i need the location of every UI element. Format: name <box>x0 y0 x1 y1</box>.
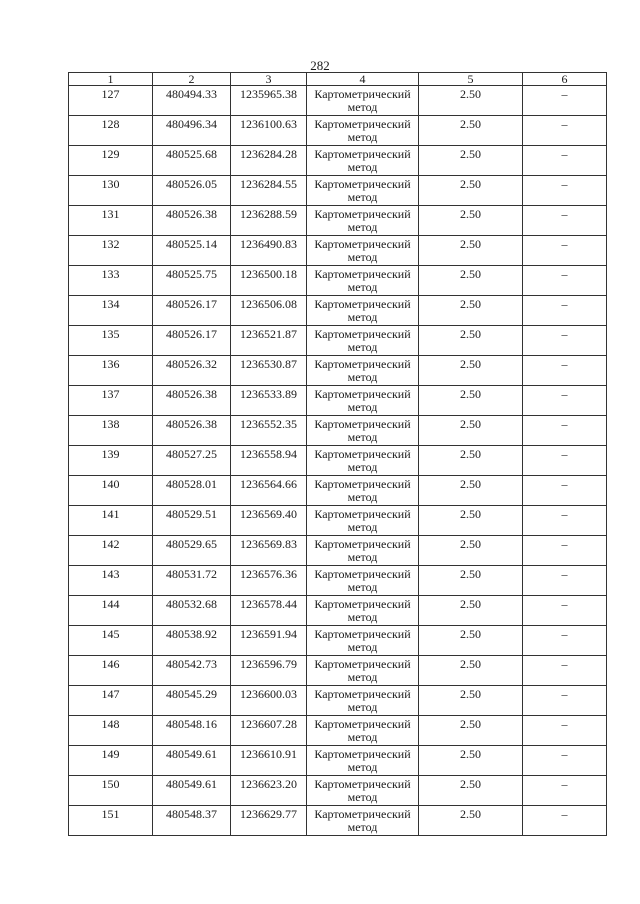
note-cell: – <box>523 596 607 626</box>
coordinates-table <box>68 72 607 836</box>
point-number-cell: 149 <box>69 746 153 776</box>
y-coordinate-cell: 1236530.87 <box>231 356 307 386</box>
table-row <box>69 596 607 626</box>
note-cell: – <box>523 476 607 506</box>
note-cell: – <box>523 176 607 206</box>
method-cell: Картометрический метод <box>307 206 419 236</box>
note-cell: – <box>523 416 607 446</box>
point-number-cell: 141 <box>69 506 153 536</box>
accuracy-cell: 2.50 <box>419 326 523 356</box>
note-cell: – <box>523 86 607 116</box>
y-coordinate-cell: 1236533.89 <box>231 386 307 416</box>
accuracy-cell: 2.50 <box>419 146 523 176</box>
note-cell: – <box>523 296 607 326</box>
x-coordinate-cell: 480526.38 <box>153 206 231 236</box>
note-cell: – <box>523 236 607 266</box>
point-number-cell: 145 <box>69 626 153 656</box>
x-coordinate-cell: 480526.32 <box>153 356 231 386</box>
x-coordinate-cell: 480532.68 <box>153 596 231 626</box>
x-coordinate-cell: 480549.61 <box>153 746 231 776</box>
table-row <box>69 806 607 836</box>
note-cell: – <box>523 446 607 476</box>
y-coordinate-cell: 1236100.63 <box>231 116 307 146</box>
table-row <box>69 716 607 746</box>
note-cell: – <box>523 506 607 536</box>
method-cell: Картометрический метод <box>307 446 419 476</box>
x-coordinate-cell: 480542.73 <box>153 656 231 686</box>
point-number-cell: 143 <box>69 566 153 596</box>
accuracy-cell: 2.50 <box>419 746 523 776</box>
method-cell: Картометрический метод <box>307 596 419 626</box>
y-coordinate-cell: 1235965.38 <box>231 86 307 116</box>
method-cell: Картометрический метод <box>307 296 419 326</box>
method-cell: Картометрический метод <box>307 806 419 836</box>
x-coordinate-cell: 480526.05 <box>153 176 231 206</box>
note-cell: – <box>523 326 607 356</box>
method-cell: Картометрический метод <box>307 326 419 356</box>
y-coordinate-cell: 1236600.03 <box>231 686 307 716</box>
y-coordinate-cell: 1236552.35 <box>231 416 307 446</box>
table-row <box>69 506 607 536</box>
point-number-cell: 130 <box>69 176 153 206</box>
x-coordinate-cell: 480525.75 <box>153 266 231 296</box>
accuracy-cell: 2.50 <box>419 206 523 236</box>
point-number-cell: 134 <box>69 296 153 326</box>
point-number-cell: 135 <box>69 326 153 356</box>
method-cell: Картометрический метод <box>307 386 419 416</box>
table-row <box>69 116 607 146</box>
method-cell: Картометрический метод <box>307 146 419 176</box>
accuracy-cell: 2.50 <box>419 86 523 116</box>
note-cell: – <box>523 206 607 236</box>
accuracy-cell: 2.50 <box>419 596 523 626</box>
accuracy-cell: 2.50 <box>419 686 523 716</box>
method-cell: Картометрический метод <box>307 536 419 566</box>
note-cell: – <box>523 656 607 686</box>
x-coordinate-cell: 480529.65 <box>153 536 231 566</box>
y-coordinate-cell: 1236629.77 <box>231 806 307 836</box>
y-coordinate-cell: 1236607.28 <box>231 716 307 746</box>
table-row <box>69 146 607 176</box>
note-cell: – <box>523 686 607 716</box>
table-row <box>69 296 607 326</box>
note-cell: – <box>523 746 607 776</box>
table-row <box>69 326 607 356</box>
accuracy-cell: 2.50 <box>419 116 523 146</box>
y-coordinate-cell: 1236578.44 <box>231 596 307 626</box>
point-number-cell: 127 <box>69 86 153 116</box>
note-cell: – <box>523 386 607 416</box>
method-cell: Картометрический метод <box>307 716 419 746</box>
page-number: 282 <box>310 58 330 73</box>
note-cell: – <box>523 626 607 656</box>
table-row <box>69 356 607 386</box>
method-cell: Картометрический метод <box>307 116 419 146</box>
table-row <box>69 626 607 656</box>
method-cell: Картометрический метод <box>307 776 419 806</box>
table-row <box>69 446 607 476</box>
x-coordinate-cell: 480525.14 <box>153 236 231 266</box>
accuracy-cell: 2.50 <box>419 416 523 446</box>
note-cell: – <box>523 266 607 296</box>
note-cell: – <box>523 776 607 806</box>
y-coordinate-cell: 1236610.91 <box>231 746 307 776</box>
accuracy-cell: 2.50 <box>419 626 523 656</box>
x-coordinate-cell: 480548.37 <box>153 806 231 836</box>
accuracy-cell: 2.50 <box>419 656 523 686</box>
x-coordinate-cell: 480528.01 <box>153 476 231 506</box>
method-cell: Картометрический метод <box>307 356 419 386</box>
method-cell: Картометрический метод <box>307 476 419 506</box>
method-cell: Картометрический метод <box>307 566 419 596</box>
y-coordinate-cell: 1236558.94 <box>231 446 307 476</box>
column-header: 2 <box>153 73 231 86</box>
accuracy-cell: 2.50 <box>419 446 523 476</box>
method-cell: Картометрический метод <box>307 416 419 446</box>
table-row <box>69 416 607 446</box>
table-row <box>69 236 607 266</box>
y-coordinate-cell: 1236506.08 <box>231 296 307 326</box>
point-number-cell: 150 <box>69 776 153 806</box>
x-coordinate-cell: 480526.38 <box>153 386 231 416</box>
method-cell: Картометрический метод <box>307 626 419 656</box>
note-cell: – <box>523 146 607 176</box>
y-coordinate-cell: 1236591.94 <box>231 626 307 656</box>
x-coordinate-cell: 480548.16 <box>153 716 231 746</box>
accuracy-cell: 2.50 <box>419 716 523 746</box>
table-row <box>69 86 607 116</box>
x-coordinate-cell: 480527.25 <box>153 446 231 476</box>
note-cell: – <box>523 356 607 386</box>
point-number-cell: 136 <box>69 356 153 386</box>
note-cell: – <box>523 116 607 146</box>
point-number-cell: 139 <box>69 446 153 476</box>
accuracy-cell: 2.50 <box>419 386 523 416</box>
y-coordinate-cell: 1236500.18 <box>231 266 307 296</box>
method-cell: Картометрический метод <box>307 686 419 716</box>
accuracy-cell: 2.50 <box>419 536 523 566</box>
table-row <box>69 266 607 296</box>
point-number-cell: 142 <box>69 536 153 566</box>
x-coordinate-cell: 480545.29 <box>153 686 231 716</box>
table-row <box>69 386 607 416</box>
point-number-cell: 138 <box>69 416 153 446</box>
x-coordinate-cell: 480529.51 <box>153 506 231 536</box>
accuracy-cell: 2.50 <box>419 476 523 506</box>
y-coordinate-cell: 1236569.40 <box>231 506 307 536</box>
y-coordinate-cell: 1236490.83 <box>231 236 307 266</box>
column-header: 5 <box>419 73 523 86</box>
accuracy-cell: 2.50 <box>419 266 523 296</box>
column-header: 1 <box>69 73 153 86</box>
x-coordinate-cell: 480526.17 <box>153 296 231 326</box>
table-row <box>69 656 607 686</box>
method-cell: Картометрический метод <box>307 236 419 266</box>
point-number-cell: 129 <box>69 146 153 176</box>
accuracy-cell: 2.50 <box>419 566 523 596</box>
accuracy-cell: 2.50 <box>419 236 523 266</box>
y-coordinate-cell: 1236521.87 <box>231 326 307 356</box>
y-coordinate-cell: 1236569.83 <box>231 536 307 566</box>
point-number-cell: 137 <box>69 386 153 416</box>
accuracy-cell: 2.50 <box>419 806 523 836</box>
table-row <box>69 176 607 206</box>
table-row <box>69 566 607 596</box>
x-coordinate-cell: 480538.92 <box>153 626 231 656</box>
method-cell: Картометрический метод <box>307 176 419 206</box>
x-coordinate-cell: 480494.33 <box>153 86 231 116</box>
column-header: 3 <box>231 73 307 86</box>
accuracy-cell: 2.50 <box>419 296 523 326</box>
y-coordinate-cell: 1236576.36 <box>231 566 307 596</box>
x-coordinate-cell: 480526.38 <box>153 416 231 446</box>
y-coordinate-cell: 1236288.59 <box>231 206 307 236</box>
y-coordinate-cell: 1236596.79 <box>231 656 307 686</box>
note-cell: – <box>523 566 607 596</box>
table-row <box>69 536 607 566</box>
point-number-cell: 128 <box>69 116 153 146</box>
y-coordinate-cell: 1236623.20 <box>231 776 307 806</box>
x-coordinate-cell: 480549.61 <box>153 776 231 806</box>
point-number-cell: 133 <box>69 266 153 296</box>
note-cell: – <box>523 806 607 836</box>
point-number-cell: 146 <box>69 656 153 686</box>
accuracy-cell: 2.50 <box>419 776 523 806</box>
method-cell: Картометрический метод <box>307 266 419 296</box>
y-coordinate-cell: 1236284.28 <box>231 146 307 176</box>
point-number-cell: 148 <box>69 716 153 746</box>
accuracy-cell: 2.50 <box>419 506 523 536</box>
table-header-row <box>69 73 607 86</box>
table-row <box>69 476 607 506</box>
method-cell: Картометрический метод <box>307 86 419 116</box>
point-number-cell: 144 <box>69 596 153 626</box>
column-header: 4 <box>307 73 419 86</box>
method-cell: Картометрический метод <box>307 746 419 776</box>
point-number-cell: 131 <box>69 206 153 236</box>
point-number-cell: 151 <box>69 806 153 836</box>
table-row <box>69 776 607 806</box>
method-cell: Картометрический метод <box>307 656 419 686</box>
method-cell: Картометрический метод <box>307 506 419 536</box>
note-cell: – <box>523 536 607 566</box>
y-coordinate-cell: 1236564.66 <box>231 476 307 506</box>
column-header: 6 <box>523 73 607 86</box>
x-coordinate-cell: 480531.72 <box>153 566 231 596</box>
x-coordinate-cell: 480525.68 <box>153 146 231 176</box>
y-coordinate-cell: 1236284.55 <box>231 176 307 206</box>
table-row <box>69 746 607 776</box>
accuracy-cell: 2.50 <box>419 356 523 386</box>
x-coordinate-cell: 480526.17 <box>153 326 231 356</box>
x-coordinate-cell: 480496.34 <box>153 116 231 146</box>
point-number-cell: 140 <box>69 476 153 506</box>
accuracy-cell: 2.50 <box>419 176 523 206</box>
table-row <box>69 206 607 236</box>
point-number-cell: 132 <box>69 236 153 266</box>
note-cell: – <box>523 716 607 746</box>
point-number-cell: 147 <box>69 686 153 716</box>
table-row <box>69 686 607 716</box>
